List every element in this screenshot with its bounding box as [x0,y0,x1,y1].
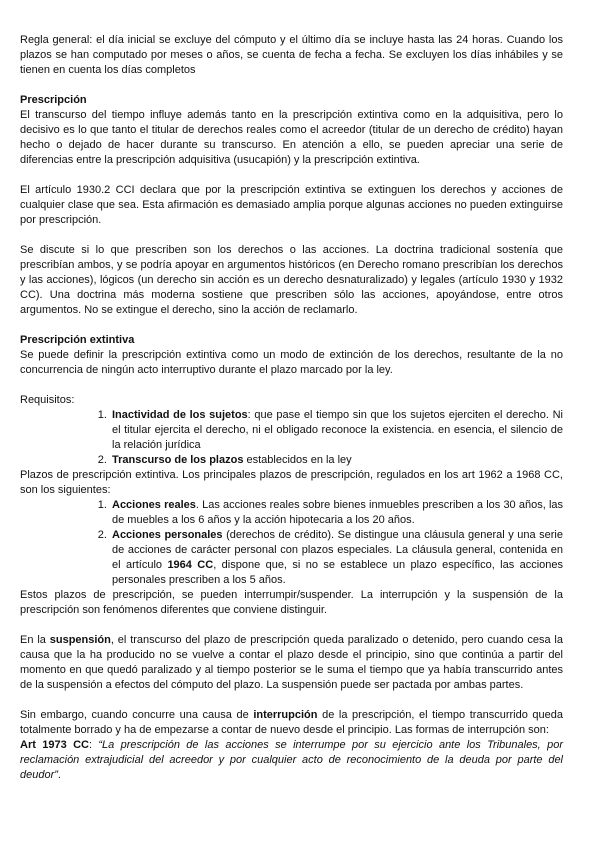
plazo-item [110,528,563,588]
heading-prescripcion-extintiva: Prescripción extintiva [20,334,135,346]
plazo-text: (derechos de crédito). Se distingue una cláusula general y una serie de acciones de carácter personal con plazos especiales. La cláusula general, contenida en el artículo [112,529,563,571]
article-1973-quote: “La prescripción de las acciones se interrumpe por su ejercicio ante los Tribunales, por reclamación extrajudicial del acreedor y por cualquier acto de reconocimiento de la deuda por parte del deudor” [20,739,563,781]
plazo-text: . Las acciones reales sobre bienes inmuebles prescriben a los 30 años, las de muebles a los 6 años y la acción hipotecaria a los 20 años. [112,499,564,526]
suspension-lead: En la [20,634,50,646]
suspension-text: , el transcurso del plazo de prescripción queda paralizado o detenido, pero cuando cesa la causa que la ha producido no se vuelve a contar el plazo desde el principio, sino que continúa a partir del momento en que quedó paralizado y al tiempo posterior se le suma el tiempo que ya había transcurrido antes de la suspensión a efectos del cómputo del plazo. La suspensión puede ser pactada por ambas partes. [20,634,563,691]
requisito-text: establecidos en la ley [243,454,352,466]
plazo-term: Acciones reales [112,499,196,511]
plazos-list [20,498,563,588]
plazos-paragraph: Plazos de prescripción extintiva. Los principales plazos de prescripción, regulados en los art 1962 a 1968 CC, son los siguientes: [20,469,563,496]
plazo-term: Acciones personales [112,529,223,541]
requisito-text: : que pase el tiempo sin que los sujetos ejerciten el derecho. Ni el titular ejercita el derecho, ni el obligado reconoce la existencia. en esencia, el silencio de la relación jurídica [112,409,563,451]
interrupcion-term: interrupción [253,709,318,721]
interrupcion-text: de la prescripción, el tiempo transcurrido queda totalmente borrado y ha de empezarse a contar de nuevo desde el principio. Las formas de interrupción son: [20,709,563,736]
article-1973-end: . [57,769,61,781]
requisitos-label: Requisitos: [20,394,75,406]
suspension-term: suspensión [49,634,111,646]
plazo-item [110,498,563,528]
requisito-term: Transcurso de los plazos [112,454,244,466]
requisito-term: Inactividad de los sujetos [112,409,248,421]
plazo-text-2: , dispone que, si no se establece un plazo específico, las acciones personales prescriben a los 5 años. [112,559,564,586]
plazo-article: 1964 CC [167,559,214,571]
requisito-item [110,408,563,453]
interrupcion-lead: Sin embargo, cuando concurre una causa de [20,709,254,721]
intro-paragraph: Regla general: el día inicial se excluye del cómputo y el último día se incluye hasta las 24 horas. Cuando los plazos se han computado por meses o años, se cuenta de fecha a fecha. Se excluyen los días inhábiles y se tienen en cuenta los días completos [20,34,563,76]
suspension-paragraph [20,633,563,693]
article-1973-sep: : [88,739,99,751]
heading-prescripcion: Prescripción [20,94,87,106]
prescripcion-paragraph: El transcurso del tiempo influye además tanto en la prescripción extintiva como en la adquisitiva, pero lo decisivo es lo que tanto el titular de derechos reales como el acreedor (titular de un derecho de crédito) hayan hecho o dejado de hacer durante su transcurso. En atención a ello, se pueden apreciar una serie de diferencias entre la prescripción adquisitiva (usucapión) y la prescripción extintiva. [20,109,563,166]
extintiva-paragraph: Se puede definir la prescripción extintiva como un modo de extinción de los derechos, resultante de la no concurrencia de ningún acto interruptivo durante el plazo marcado por la ley. [20,349,563,376]
article-1973-paragraph [20,738,563,783]
interrupcion-paragraph [20,708,563,738]
discute-paragraph: Se discute si lo que prescriben son los derechos o las acciones. La doctrina tradicional sostenía que prescribían ambos, y se podría apoyar en argumentos históricos (en Derecho romano prescribían los derechos y las acciones), lógicos (un derecho sin acción es un derecho desnaturalizado) y legales (artículo 1930 y 1932 CC). Una doctrina más moderna sostiene que prescriben sólo las acciones, apoyándose, entre otros argumentos. No se extingue el derecho, sino la acción de reclamarlo. [20,244,563,316]
article-1973-label: Art 1973 CC [20,739,89,751]
articulo-paragraph: El artículo 1930.2 CCI declara que por la prescripción extintiva se extinguen los derechos y acciones de cualquier clase que sea. Esta afirmación es demasiado amplia porque algunas acciones no pueden extinguirse por prescripción. [20,184,563,226]
estos-paragraph: Estos plazos de prescripción, se pueden interrumpir/suspender. La interrupción y la suspensión de la prescripción son fenómenos diferentes que conviene distinguir. [20,589,563,616]
requisitos-list [20,408,563,468]
requisito-item [110,453,563,468]
